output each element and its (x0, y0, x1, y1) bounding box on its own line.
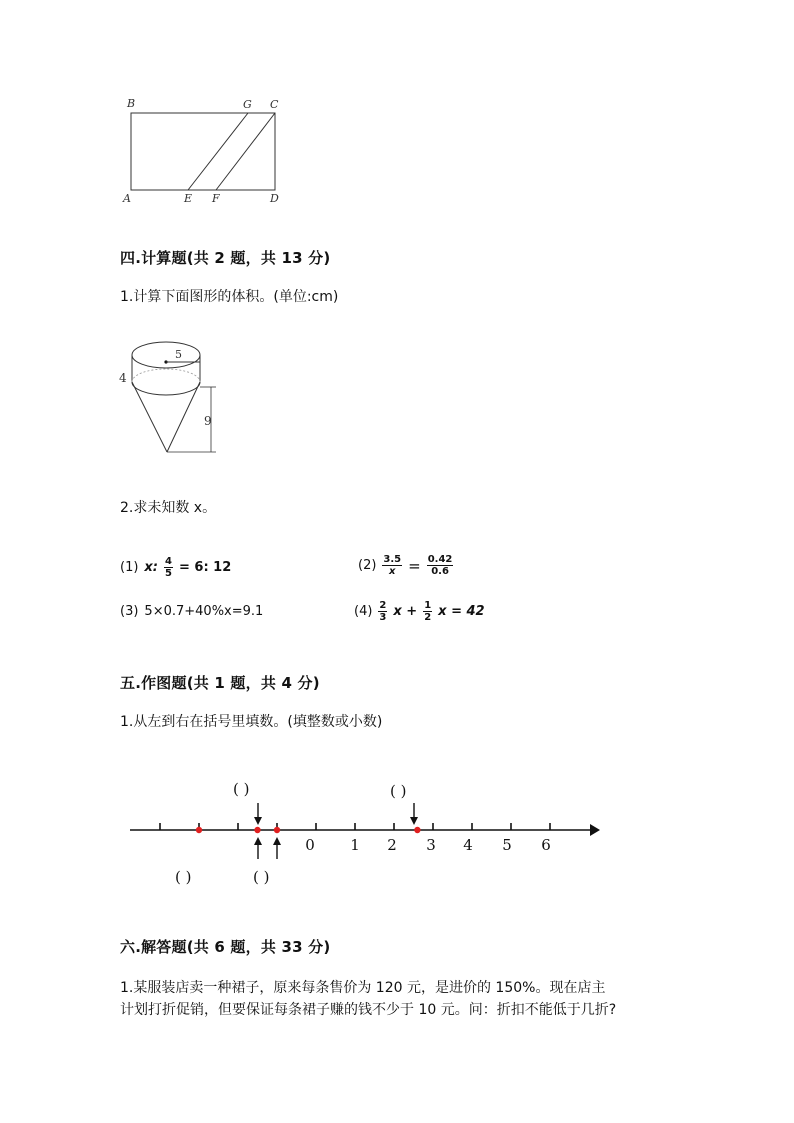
tick-label-6: 6 (541, 836, 551, 854)
section-4-question-2: 2.求未知数 x。 (120, 500, 217, 516)
marked-point-1 (196, 827, 202, 833)
number-line-figure (120, 770, 610, 890)
marked-point-2 (254, 827, 260, 833)
section-5-question-1: 1.从左到右在括号里填数。(填整数或小数) (120, 714, 383, 730)
segment-eg (188, 113, 248, 190)
section-6-question-1-line-2: 计划打折促销，但要保证每条裙子赚的钱不少于 10 元。问：折扣不能低于几折? (120, 1002, 617, 1018)
cone-side-right (167, 382, 200, 452)
axis-arrow-icon (590, 824, 600, 836)
blank-bottom-1[interactable]: ( ) (175, 868, 192, 886)
segment-fc (216, 113, 275, 190)
radius-label: 5 (175, 348, 182, 361)
tick-label-4: 4 (463, 836, 473, 854)
tick-label-0: 0 (305, 836, 315, 854)
tick-label-5: 5 (502, 836, 512, 854)
arrow-down-icon (410, 817, 418, 825)
tick-label-3: 3 (426, 836, 436, 854)
rectangle-abcd (131, 113, 275, 190)
marked-point-3 (274, 827, 280, 833)
label-a: A (123, 192, 131, 205)
arrow-up-icon (254, 837, 262, 845)
cylinder-cone-figure (115, 335, 225, 460)
label-g: G (243, 98, 252, 111)
cylinder-height-label: 4 (119, 371, 127, 385)
blank-top-2[interactable]: ( ) (390, 782, 407, 800)
equation-2: (2) $\frac{3.5}{x}$ = $\frac{0.42}{0.6}$ (358, 554, 453, 577)
tick-label-1: 1 (350, 836, 360, 854)
blank-top-1[interactable]: ( ) (233, 780, 250, 798)
cone-side-left (132, 382, 167, 452)
label-f: F (212, 192, 220, 205)
arrow-down-icon (254, 817, 262, 825)
section-6-heading: 六.解答题(共 6 题，共 33 分) (120, 938, 331, 956)
section-4-heading: 四.计算题(共 2 题，共 13 分) (120, 249, 331, 267)
blank-bottom-2[interactable]: ( ) (253, 868, 270, 886)
marked-point-4 (414, 827, 420, 833)
equation-1: (1) x: $\frac{4}{5}$ = 6: 12 (120, 556, 232, 579)
cylinder-top (132, 342, 200, 368)
fraction-4-5: $\frac{4}{5}$ (165, 556, 172, 579)
equation-3: (3) 5×0.7+40%x=9.1 (120, 604, 264, 619)
arrow-up-icon (273, 837, 281, 845)
section-4-question-1: 1.计算下面图形的体积。(单位:cm) (120, 289, 339, 305)
label-b: B (127, 97, 136, 110)
section-6-question-1-line-1: 1.某服装店卖一种裙子，原来每条售价为 120 元，是进价的 150%。现在店主 (120, 980, 606, 996)
label-e: E (184, 192, 193, 205)
equation-4: (4) $\frac{2}{3}$ x + $\frac{1}{2}$ x = 42 (354, 600, 485, 623)
tick-label-2: 2 (387, 836, 397, 854)
label-d: D (270, 192, 279, 205)
cone-height-label: 9 (204, 414, 212, 428)
rectangle-parallelogram-figure (115, 95, 295, 210)
label-c: C (270, 98, 279, 111)
cylinder-bottom (132, 382, 200, 395)
section-5-heading: 五.作图题(共 1 题，共 4 分) (120, 674, 320, 692)
